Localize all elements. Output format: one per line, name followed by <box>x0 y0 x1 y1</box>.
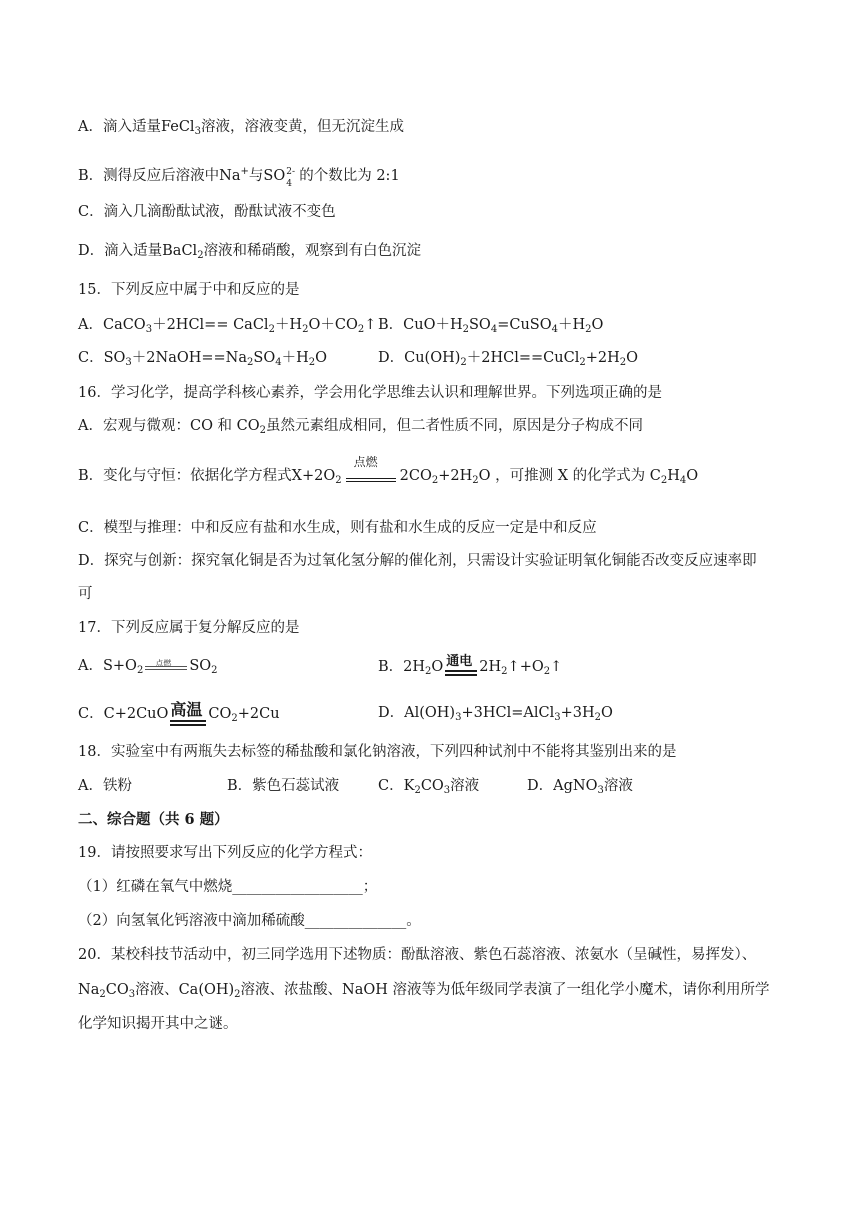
q18-option-d: D．AgNO$_3$溶液 <box>527 778 633 796</box>
q17-option-b: B．$2H_2O$ 通电 $2H_2↑+O_2↑$ <box>378 654 563 677</box>
q18-option-a: A．铁粉 <box>78 778 132 794</box>
q17-option-a: A．$S+O_2$ 点燃 $SO_2$ <box>78 658 218 676</box>
section-heading: 二、综合题（共 6 题） <box>78 811 229 828</box>
q16-option-b: B．变化与守恒：依据化学方程式$X+2O_2$ 点燃 $2CO_2+2H_2O$ ，可推测 X 的化学式为 $C_2H_4O$ <box>78 455 699 486</box>
high-temp-condition-arrow: 高温 <box>168 703 208 725</box>
q16-option-d-line1: D．探究与创新：探究氧化铜是否为过氧化氢分解的催化剂，只需设计实验证明氧化铜能否改变反应速率即 <box>78 553 757 569</box>
q16-option-c: C．模型与推理：中和反应有盐和水生成，则有盐和水生成的反应一定是中和反应 <box>78 520 597 536</box>
q19-stem: 19．请按照要求写出下列反应的化学方程式： <box>78 845 372 861</box>
q16-option-d-line2: 可 <box>78 586 93 602</box>
ignite-condition-arrow: 点燃 <box>143 656 189 676</box>
q17-option-c: C．C+2CuO 高温 $CO_2+2Cu$ <box>78 700 280 724</box>
q19-part1: （1）红磷在氧气中燃烧__________________； <box>78 879 378 895</box>
q15-option-d: D．$Cu(OH)_2+2HCl==CuCl_2+2H_2O$ <box>378 350 639 368</box>
q19-part2: （2）向氢氧化钙溶液中滴加稀硫酸______________。 <box>78 913 421 929</box>
q15-option-c: C．$SO_3+2NaOH==Na_2SO_4+H_2O$ <box>78 350 328 368</box>
q15-stem: 15．下列反应中属于中和反应的是 <box>78 282 300 298</box>
q20-line1: 20．某校科技节活动中，初三同学选用下述物质：酚酞溶液、紫色石蕊溶液、浓氨水（呈碱性，易挥发）、 <box>78 947 757 963</box>
ignite-condition-arrow: 点燃 <box>342 466 400 486</box>
q15-option-a: A．CaCO$_3$＋2HCl== $CaCl_2+H_2O+CO_2↑$ <box>78 317 377 335</box>
q17-option-d: D．$Al(OH)_3+3HCl=AlCl_3+3H_2O$ <box>378 705 613 723</box>
q16-option-a: A．宏观与微观：CO 和 $CO_2$虽然元素组成相同，但二者性质不同，原因是分子构成不同 <box>78 418 644 436</box>
q16-stem: 16．学习化学，提高学科核心素养，学会用化学思维去认识和理解世界。下列选项正确的是 <box>78 385 662 401</box>
q18-option-c: C．$K_2CO_3$溶液 <box>378 778 480 796</box>
q18-stem: 18．实验室中有两瓶失去标签的稀盐酸和氯化钠溶液，下列四种试剂中不能将其鉴别出来的是 <box>78 744 677 760</box>
electrolysis-condition-arrow: 通电 <box>443 656 479 678</box>
q14-option-d: D．滴入适量BaCl$_2$溶液和稀硝酸，观察到有白色沉淀 <box>78 243 422 261</box>
q17-stem: 17．下列反应属于复分解反应的是 <box>78 620 300 636</box>
q18-option-b: B．紫色石蕊试液 <box>227 778 340 794</box>
q14-option-a: A．滴入适量FeCl$_3$溶液，溶液变黄，但无沉淀生成 <box>78 119 404 137</box>
q14-option-b: B．测得反应后溶液中Na+与SO 2- 4 的个数比为 2:1 <box>78 166 400 189</box>
q20-line3: 化学知识揭开其中之谜。 <box>78 1016 238 1032</box>
q20-line2: $Na_2CO_3$溶液、$Ca(OH)_2$溶液、浓盐酸、NaOH 溶液等为低年级同学表演了一组化学小魔术，请你利用所学 <box>78 982 770 1000</box>
equation: $X+2O_2$ 点燃 $2CO_2+2H_2O$ <box>291 455 491 486</box>
q15-option-b: B．$CuO+H_2SO_4=CuSO_4+H_2O$ <box>378 317 604 335</box>
q14-option-c: C．滴入几滴酚酞试液，酚酞试液不变色 <box>78 204 336 220</box>
